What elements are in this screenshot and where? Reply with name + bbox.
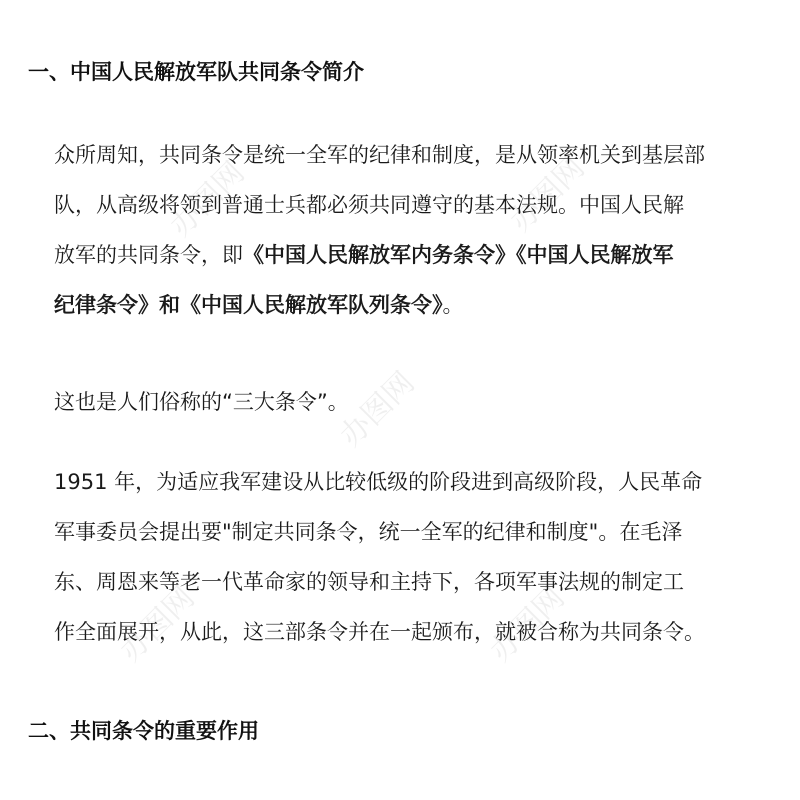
watermark: 办图网 (163, 155, 252, 244)
watermark: 办图网 (503, 150, 592, 239)
paragraph-line: 1951 年，为适应我军建设从比较低级的阶段进到高级阶段，人民革命 (54, 470, 703, 494)
paragraph-intro (54, 130, 754, 330)
paragraph-line: 众所周知，共同条令是统一全军的纪律和制度，是从领率机关到基层部 (54, 143, 705, 167)
paragraph-line: 东、周恩来等老一代革命家的领导和主持下，各项军事法规的制定工 (54, 570, 684, 594)
watermark: 办图网 (333, 365, 422, 454)
paragraph-line: 作全面展开，从此，这三部条令并在一起颁布，就被合称为共同条令。 (54, 620, 705, 644)
paragraph-line: 军事委员会提出要"制定共同条令，统一全军的纪律和制度"。在毛泽 (54, 520, 683, 544)
paragraph-history (54, 457, 754, 657)
paragraph-three-regulations (54, 377, 754, 427)
paragraph-line: 队，从高级将领到普通士兵都必须共同遵守的基本法规。中国人民解 (54, 193, 684, 217)
paragraph-text: 。 (442, 293, 464, 317)
regulation-titles-bold: 纪律条令》和《中国人民解放军队列条令》 (54, 293, 443, 317)
paragraph-line (54, 280, 754, 330)
section-heading-role: 二、共同条令的重要作用 (28, 719, 259, 743)
watermark: 办图网 (113, 580, 202, 669)
section-heading-intro: 一、中国人民解放军队共同条令简介 (28, 60, 364, 84)
paragraph-text: 放军的共同条令，即 (54, 243, 243, 267)
watermark: 办图网 (483, 580, 572, 669)
paragraph-line (54, 230, 754, 280)
regulation-titles-bold: 《中国人民解放军内务条令》《中国人民解放军 (243, 243, 674, 267)
paragraph-line: 这也是人们俗称的“三大条令”。 (54, 390, 349, 414)
